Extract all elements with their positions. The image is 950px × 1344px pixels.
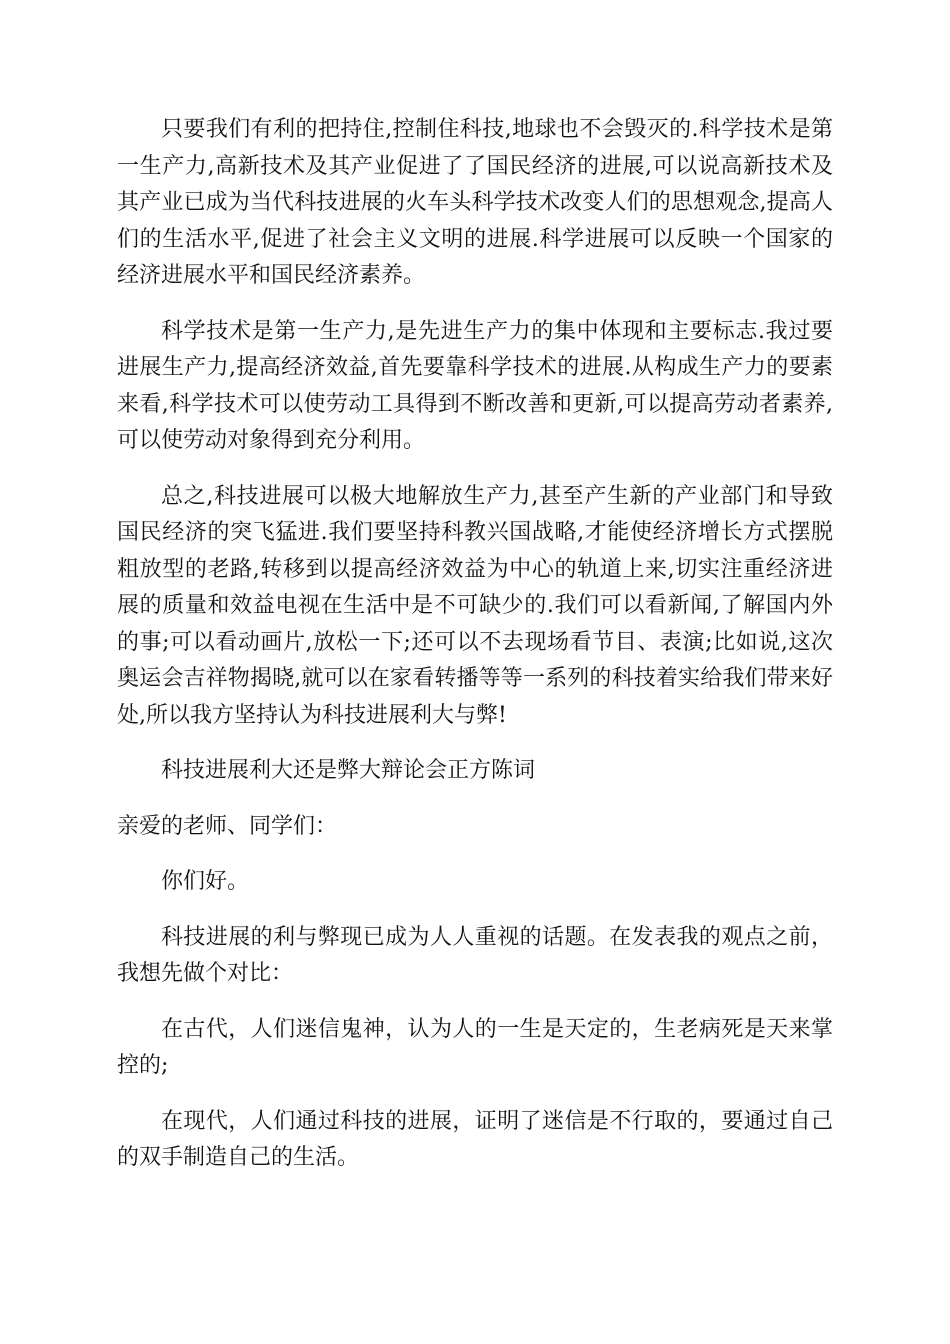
debate-title: 科技进展利大还是弊大辩论会正方陈词 <box>161 758 536 783</box>
salutation: 亲爱的老师、同学们： <box>117 813 338 839</box>
paragraph: 在现代，人们通过科技的进展，证明了迷信是不行取的，要通过自己的双手制造自己的生活。 <box>117 1108 833 1170</box>
document-body <box>117 112 833 1196</box>
greeting: 你们好。 <box>161 869 250 894</box>
paragraph: 科学技术是第一生产力,是先进生产力的集中体现和主要标志.我过要进展生产力,提高经济效益,首先要靠科学技术的进展.从构成生产力的要素来看,科学技术可以使劳动工具得到不断改善和更新,可以提高劳动者素养,可以使劳动对象得到充分利用。 <box>117 318 833 453</box>
paragraph: 科技进展的利与弊现已成为人人重视的话题。在发表我的观点之前，我想先做个对比： <box>117 924 833 986</box>
paragraph: 只要我们有利的把持住,控制住科技,地球也不会毁灭的.科学技术是第一生产力,高新技术及其产业促进了了国民经济的进展,可以说高新技术及其产业已成为当代科技进展的火车头科学技术改变人们的思想观念,提高人们的生活水平,促进了社会主义文明的进展.科学进展可以反映一个国家的经济进展水平和国民经济素养。 <box>117 117 833 288</box>
paragraph: 在古代，人们迷信鬼神，认为人的一生是天定的，生老病死是天来掌控的; <box>117 1016 833 1078</box>
paragraph: 总之,科技进展可以极大地解放生产力,甚至产生新的产业部门和导致国民经济的突飞猛进.我们要坚持科教兴国战略,才能使经济增长方式摆脱粗放型的老路,转移到以提高经济效益为中心的轨道上来,切实注重经济进展的质量和效益电视在生活中是不可缺少的.我们可以看新闻,了解国内外的事;可以看动画片,放松一下;还可以不去现场看节目、表演;比如说,这次奥运会吉祥物揭晓,就可以在家看转播等等一系列的科技着实给我们带来好处,所以我方坚持认为科技进展利大与弊! <box>117 483 833 728</box>
